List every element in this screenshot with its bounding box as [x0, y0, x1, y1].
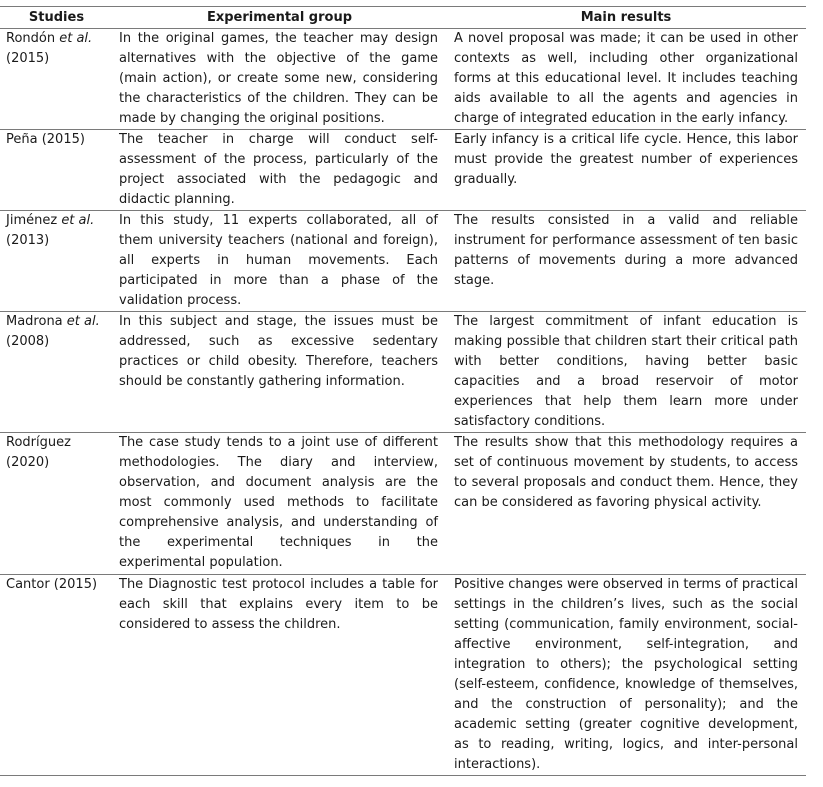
- experimental-group-text: The case study tends to a joint use of different methodologies. The diary and interview, observation, and document analysis are the most commonly used methods to facilitate comprehensive analysis, and understanding of the experimental techniques in the experimental population.: [119, 435, 438, 570]
- table-row: [0, 433, 806, 575]
- study-cell: [0, 130, 113, 211]
- study-citation: [6, 211, 109, 251]
- table-row: [0, 312, 806, 433]
- study-citation: [6, 29, 109, 69]
- study-author: Rondón: [6, 31, 56, 46]
- study-author: Peña (2015): [6, 132, 85, 147]
- main-results-cell: [446, 433, 806, 575]
- main-results-cell: [446, 312, 806, 433]
- experimental-group-text: The Diagnostic test protocol includes a table for each skill that explains every item to be considered to assess the children.: [119, 577, 438, 632]
- table-row: [0, 575, 806, 776]
- study-cell: [0, 29, 113, 130]
- main-results-text: The largest commitment of infant education is making possible that children start their critical path with better conditions, having better basic capacities and a broad reservoir of motor experiences that help them learn more under satisfactory conditions.: [454, 314, 798, 429]
- study-cell: [0, 575, 113, 776]
- header-studies: Studies: [0, 7, 113, 29]
- study-citation: [6, 312, 109, 352]
- study-year: (2015): [6, 51, 50, 66]
- experimental-group-text: In the original games, the teacher may design alternatives with the objective of the game (main action), or create some new, considering the characteristics of the children. They can be made by changing the original positions.: [119, 31, 438, 126]
- main-results-cell: [446, 29, 806, 130]
- main-results-text: The results consisted in a valid and reliable instrument for performance assessment of ten basic patterns of movements during a more advanced stage.: [454, 213, 798, 288]
- study-citation: [6, 130, 109, 150]
- study-author: Cantor (2015): [6, 577, 98, 592]
- experimental-group-text: In this study, 11 experts collaborated, all of them university teachers (national and foreign), all experts in human movements. Each participated in more than a phase of the validation process.: [119, 213, 438, 308]
- table-row: [0, 29, 806, 130]
- study-cell: [0, 211, 113, 312]
- header-main-results: Main results: [446, 7, 806, 29]
- study-year: (2008): [6, 334, 50, 349]
- study-author: Madrona: [6, 314, 63, 329]
- study-etal: et al.: [66, 314, 100, 329]
- studies-table: [0, 6, 806, 776]
- main-results-cell: [446, 130, 806, 211]
- main-results-cell: [446, 211, 806, 312]
- table-row: [0, 130, 806, 211]
- experimental-group-cell: [113, 575, 446, 776]
- experimental-group-text: The teacher in charge will conduct self-assessment of the process, particularly of the project associated with the pedagogic and didactic planning.: [119, 132, 438, 207]
- table-header-row: [0, 7, 806, 29]
- main-results-text: Early infancy is a critical life cycle. Hence, this labor must provide the greatest number of experiences gradually.: [454, 132, 798, 187]
- main-results-cell: [446, 575, 806, 776]
- main-results-text: The results show that this methodology requires a set of continuous movement by students, to access to several proposals and conduct them. Hence, they can be considered as favoring physical activity.: [454, 435, 798, 510]
- study-cell: [0, 312, 113, 433]
- main-results-text: Positive changes were observed in terms of practical settings in the children’s lives, such as the social setting (communication, family environment, social-affective environment, self-integration, and integration to others); the psychological setting (self-esteem, confidence, knowledge of themselves, and the construction of personality); and the academic setting (greater cognitive development, as to reading, writing, logics, and inter-personal interactions).: [454, 577, 798, 772]
- experimental-group-text: In this subject and stage, the issues must be addressed, such as excessive sedentary practices or child obesity. Therefore, teachers should be constantly gathering information.: [119, 314, 438, 389]
- study-cell: [0, 433, 113, 575]
- experimental-group-cell: [113, 29, 446, 130]
- experimental-group-cell: [113, 130, 446, 211]
- experimental-group-cell: [113, 312, 446, 433]
- experimental-group-cell: [113, 211, 446, 312]
- main-results-text: A novel proposal was made; it can be used in other contexts as well, including other organizational forms at this educational level. It includes teaching aids available to all the agents and agencies in charge of integrated education in the early infancy.: [454, 31, 798, 126]
- study-etal: et al.: [61, 213, 95, 228]
- study-year: (2020): [6, 455, 50, 470]
- study-citation: [6, 575, 109, 595]
- study-citation: [6, 433, 109, 473]
- study-author: Jiménez: [6, 213, 58, 228]
- study-etal: et al.: [59, 31, 93, 46]
- experimental-group-cell: [113, 433, 446, 575]
- table-row: [0, 211, 806, 312]
- header-experimental-group: Experimental group: [113, 7, 446, 29]
- study-year: (2013): [6, 233, 50, 248]
- study-author: Rodríguez: [6, 435, 71, 450]
